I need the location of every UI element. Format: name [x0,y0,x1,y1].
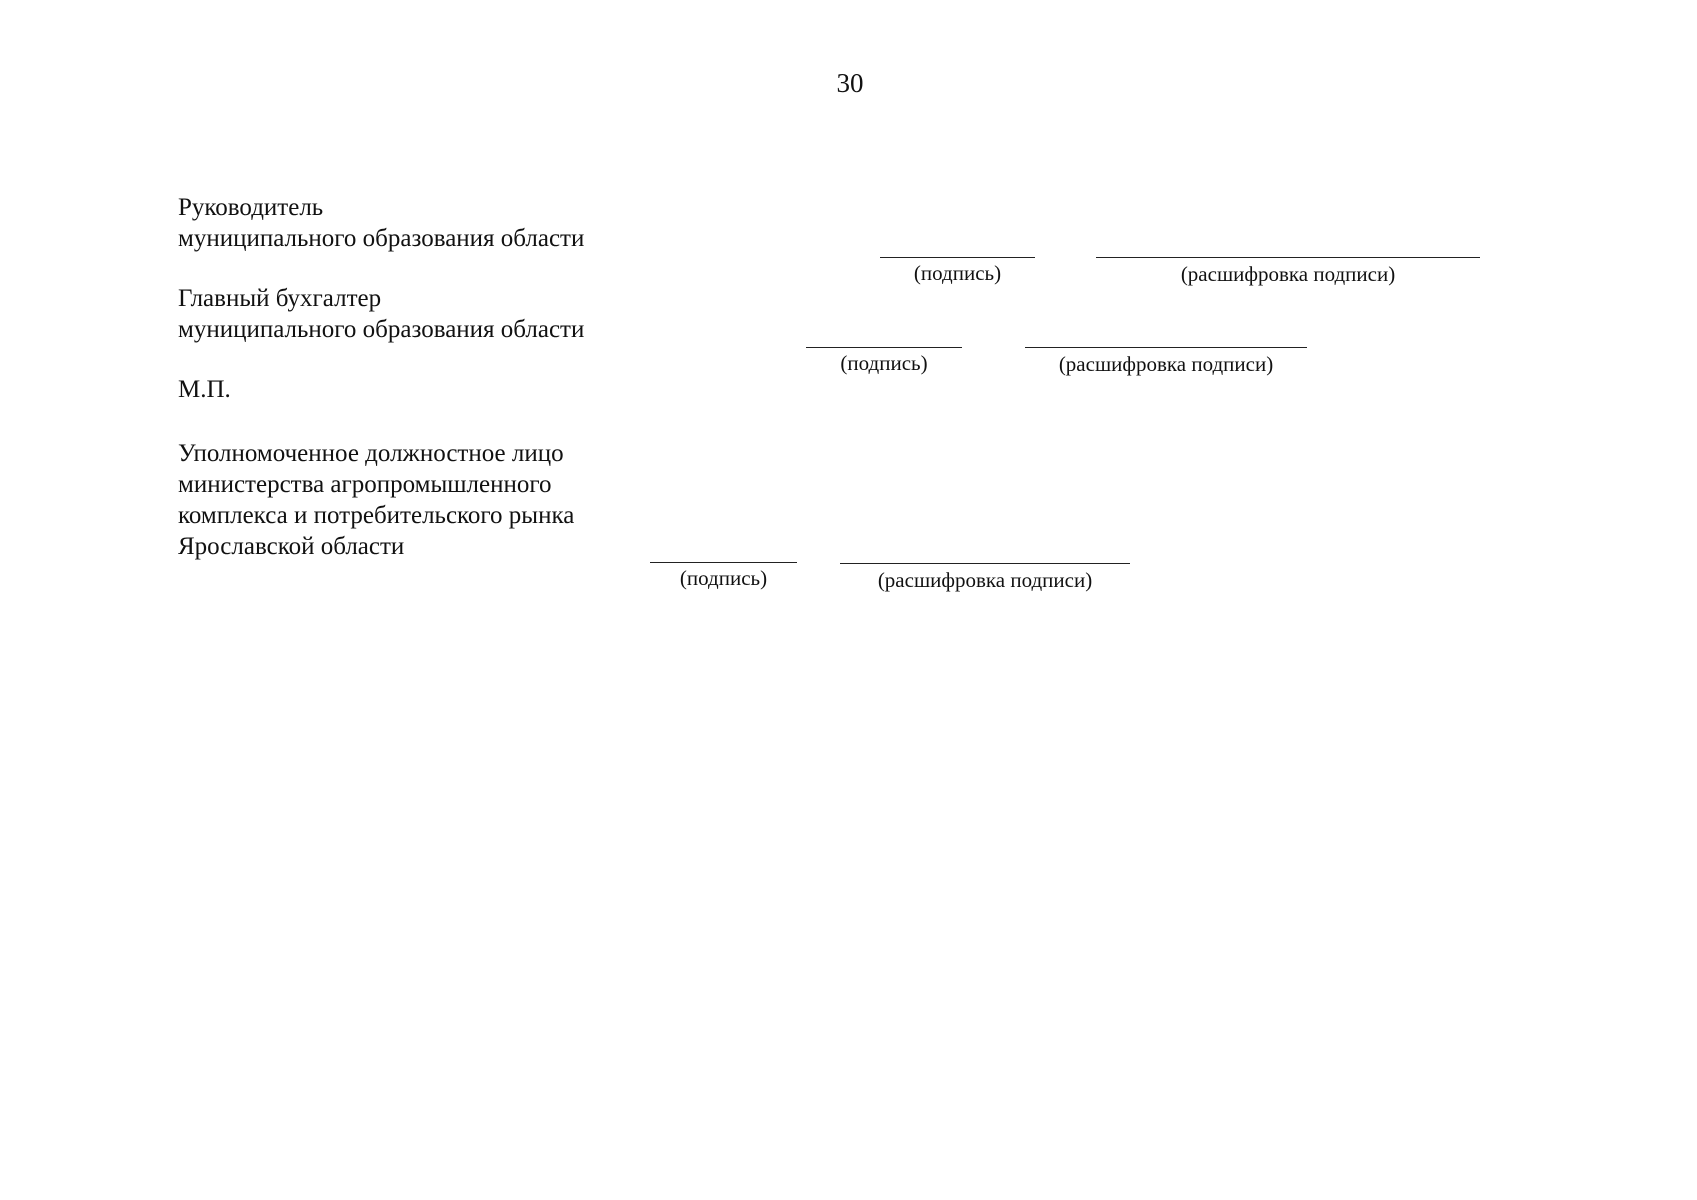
official-title-line4: Ярославской области [178,533,405,560]
official-decoding-line [840,563,1130,564]
page-number: 30 [836,68,864,98]
head-title: Руководитель [178,194,324,221]
head-signature-caption: (подпись) [913,261,1002,285]
stamp-place: М.П. [178,376,231,403]
head-organization: муниципального образования области [178,225,585,252]
accountant-title: Главный бухгалтер [178,285,382,312]
official-signature-caption: (подпись) [679,566,768,590]
official-title-line1: Уполномоченное должностное лицо [178,440,564,467]
official-title-line3: комплекса и потребительского рынка [178,502,575,529]
official-title-line2: министерства агропромышленного [178,471,552,498]
head-signature-line [880,257,1035,258]
accountant-signature-line [806,347,962,348]
accountant-signature-caption: (подпись) [840,351,928,375]
official-decoding-caption: (расшифровка подписи) [877,568,1093,592]
head-decoding-line [1096,257,1480,258]
official-signature-line [650,562,797,563]
accountant-decoding-line [1025,347,1307,348]
accountant-organization: муниципального образования области [178,316,585,343]
head-decoding-caption: (расшифровка подписи) [1180,262,1396,286]
accountant-decoding-caption: (расшифровка подписи) [1058,352,1274,376]
